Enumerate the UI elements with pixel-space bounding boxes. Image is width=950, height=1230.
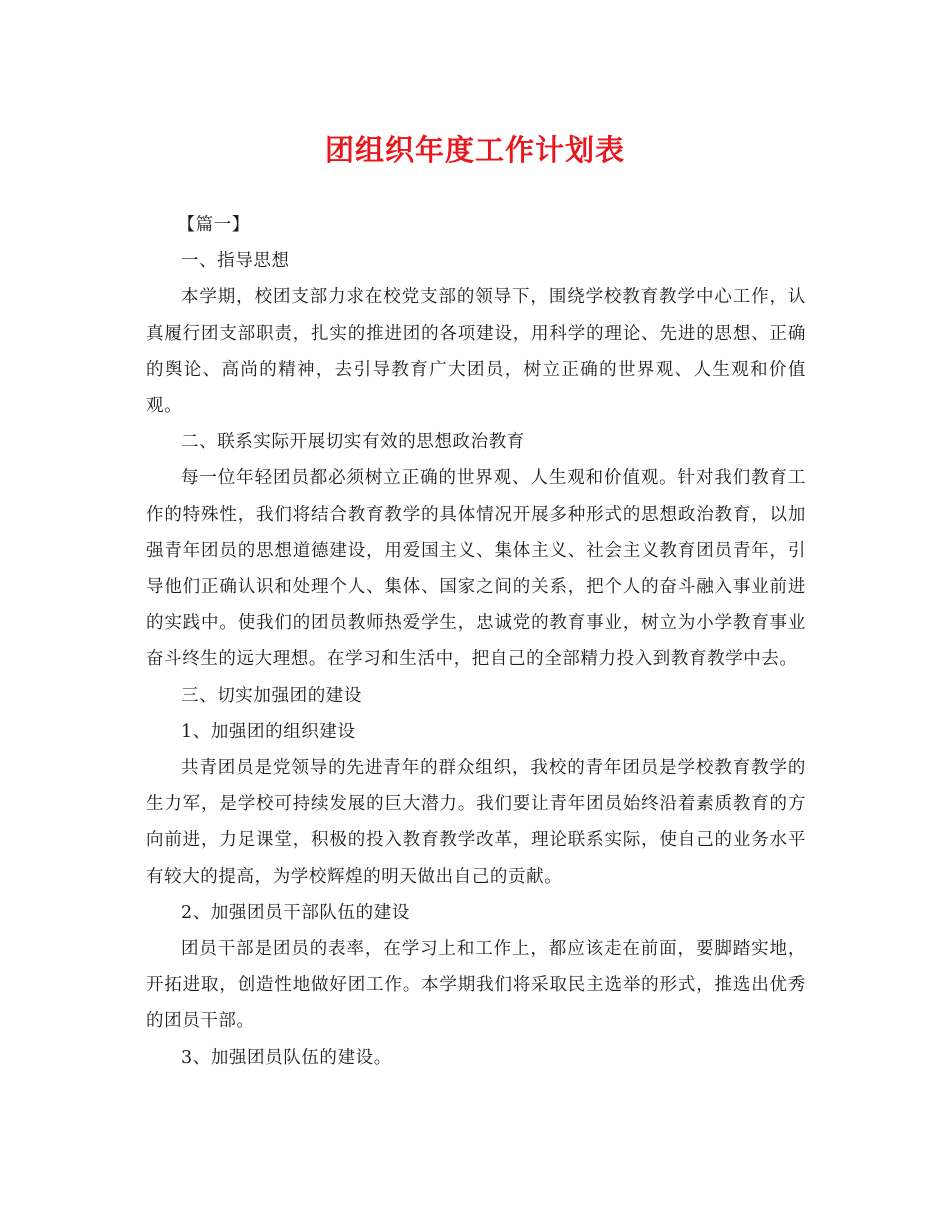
heading-2: 二、联系实际开展切实有效的思想政治教育: [181, 432, 525, 453]
subheading-3-3: 3、加强团员队伍的建设。: [181, 1047, 392, 1068]
subheading-3-1: 1、加强团的组织建设: [181, 721, 356, 742]
paragraph-1: 本学期，校团支部力求在校党支部的领导下，围绕学校教育教学中心工作，认真履行团支部职责，扎实的推进团的各项建设，用科学的理论、先进的思想、正确的舆论、高尚的精神，去引导教育广大团员，树立正确的世界观、人生观和价值观。: [146, 287, 806, 417]
heading-3: 三、切实加强团的建设: [181, 685, 362, 706]
paragraph-3-1: 共青团员是党领导的先进青年的群众组织，我校的青年团员是学校教育教学的生力军，是学校可持续发展的巨大潜力。我们要让青年团员始终沿着素质教育的方向前进，力足课堂，积极的投入教育教学改革，理论联系实际，使自己的业务水平有较大的提高，为学校辉煌的明天做出自己的贡献。: [146, 758, 806, 887]
paragraph-2: 每一位年轻团员都必须树立正确的世界观、人生观和价值观。针对我们教育工作的特殊性，我们将结合教育教学的具体情况开展多种形式的思想政治教育，以加强青年团员的思想道德建设，用爱国主义、集体主义、社会主义教育团员青年，引导他们正确认识和处理个人、集体、国家之间的关系，把个人的奋斗融入事业前进的实践中。使我们的团员教师热爱学生，忠诚党的教育事业，树立为小学教育事业奋斗终生的远大理想。在学习和生活中，把自己的全部精力投入到教育教学中去。: [146, 468, 806, 670]
document-title: 团组织年度工作计划表: [324, 133, 625, 167]
heading-1: 一、指导思想: [181, 251, 290, 272]
section-label: 【篇一】: [177, 215, 250, 235]
document-body: [146, 207, 806, 1076]
paragraph-3-2: 团员干部是团员的表率，在学习上和工作上，都应该走在前面，要脚踏实地，开拓进取，创造性地做好团工作。本学期我们将采取民主选举的形式，推选出优秀的团员干部。: [146, 939, 806, 1032]
subheading-3-2: 2、加强团员干部队伍的建设: [181, 902, 410, 923]
